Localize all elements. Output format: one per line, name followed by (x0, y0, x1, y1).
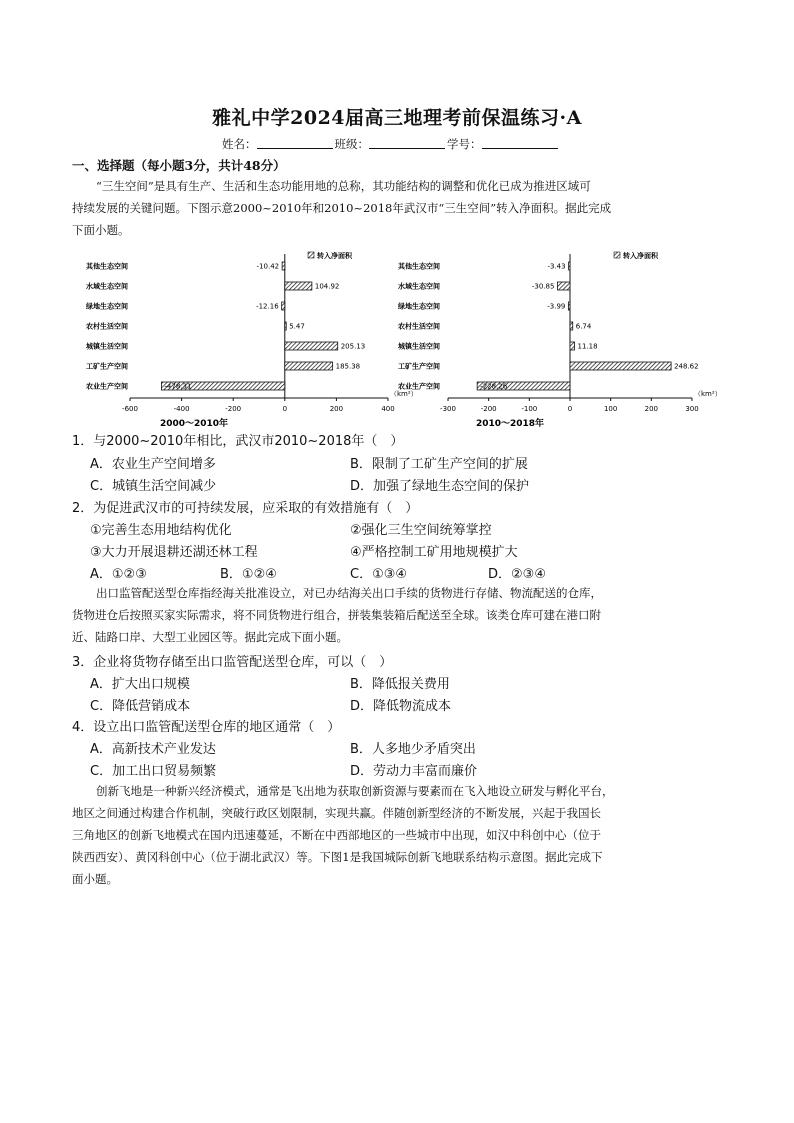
passage-line: 持续发展的关键问题。下图示意2000~2010年和2010~2018年武汉市“三生空间”转入净面积。据此完成 (72, 201, 612, 215)
category-label: 农业生产空间 (398, 382, 440, 391)
chart-2000-2010 (76, 248, 418, 432)
q4-option-a[interactable]: A．高新技术产业发达 (90, 742, 216, 757)
axis-unit: （km²） (390, 390, 418, 398)
bar-value-label: -3.43 (547, 262, 566, 271)
question-2-stem: 2．为促进武汉市的可持续发展，应采取的有效措施有（ ） (72, 501, 419, 516)
x-tick-label: 200 (329, 405, 344, 413)
q4-option-c[interactable]: C．加工出口贸易频繁 (90, 764, 217, 779)
q2-option-c[interactable]: C．①③④ (350, 567, 408, 582)
chart-2000-2010-svg (76, 248, 418, 429)
bar-value-label: 6.74 (575, 322, 592, 331)
q1-option-a[interactable]: A．农业生产空间增多 (90, 457, 216, 472)
bar-value-label: 248.62 (674, 362, 699, 371)
category-label: 城镇生活空间 (86, 342, 128, 351)
category-label: 农村生活空间 (86, 322, 128, 331)
q1-option-d[interactable]: D．加强了绿地生态空间的保护 (350, 479, 530, 494)
passage-line: 面小题。 (72, 872, 118, 886)
x-tick-label: 300 (685, 405, 699, 413)
category-label: 水域生态空间 (86, 282, 128, 291)
chart-2010-2018-svg (392, 248, 732, 428)
category-label: 农村生活空间 (398, 322, 440, 331)
q1-option-b[interactable]: B．限制了工矿生产空间的扩展 (350, 457, 528, 472)
x-tick-label: 100 (603, 405, 618, 413)
q2-statement-3: ③大力开展退耕还湖还林工程 (90, 545, 258, 560)
id-blank[interactable] (482, 138, 558, 149)
name-label: 姓名： (222, 137, 257, 151)
passage-line: 下面小题。 (72, 223, 130, 237)
q2-option-d[interactable]: D．②③④ (488, 567, 546, 582)
passage-line: “三生空间”是具有生产、生活和生态功能用地的总称，其功能结构的调整和优化已成为推进区域可 (96, 179, 591, 193)
bar-value-label: 104.92 (314, 282, 340, 291)
bar-value-label: -12.16 (256, 302, 279, 311)
x-tick-label: 0 (567, 405, 573, 413)
bar-value-label: -478.31 (164, 382, 192, 391)
axis-unit: （km²） (694, 390, 722, 398)
x-tick-label: -200 (225, 405, 242, 413)
x-tick-label: -200 (480, 405, 497, 413)
bar-value-label: -228.26 (480, 382, 508, 391)
passage-line: 三角地区的创新飞地模式在国内迅速蔓延，不断在中西部地区的一些城市中出现，如汉中科创中心（位于 (72, 828, 601, 842)
bar-value-label: -10.42 (256, 262, 280, 271)
q4-option-d[interactable]: D．劳动力丰富而廉价 (350, 764, 478, 779)
x-tick-label: 200 (644, 405, 659, 413)
category-label: 其他生态空间 (398, 262, 440, 271)
q2-option-a[interactable]: A．①②③ (90, 567, 147, 582)
legend-label: 转入净面积 (623, 252, 658, 260)
x-tick-label: -400 (173, 405, 190, 413)
bar-value-label: 11.18 (577, 342, 598, 351)
class-label: 班级： (334, 137, 369, 151)
bar-value-label: -3.99 (547, 302, 566, 311)
student-info-line (222, 136, 560, 152)
passage-line: 陕西西安）、黄冈科创中心（位于湖北武汉）等。下图1是我国城际创新飞地联系结构示意图。据此完成下 (72, 850, 603, 864)
legend-swatch (308, 252, 314, 258)
category-label: 水域生态空间 (398, 282, 440, 291)
bar (285, 322, 286, 330)
category-label: 其他生态空间 (86, 262, 128, 271)
name-blank[interactable] (257, 138, 333, 149)
x-tick-label: -600 (122, 405, 138, 413)
passage-three-spaces (72, 175, 724, 241)
passage-line: 创新飞地是一种新兴经济模式，通常是飞出地为获取创新资源与要素而在飞入地设立研发与孵化平台， (96, 784, 614, 798)
legend-label: 转入净面积 (317, 252, 352, 260)
id-label: 学号： (447, 137, 482, 151)
legend-swatch (614, 252, 620, 258)
category-label: 工矿生产空间 (398, 362, 440, 371)
bar (568, 302, 570, 310)
bar (570, 342, 575, 350)
q2-option-b[interactable]: B．①②④ (220, 567, 277, 582)
bar (285, 362, 333, 370)
section-heading: 一、选择题（每小题3分，共计48分） (72, 158, 286, 173)
passage-line: 近、陆路口岸、大型工业园区等。据此完成下面小题。 (72, 630, 348, 644)
bar (570, 322, 573, 330)
x-tick-label: -100 (521, 405, 538, 413)
bar (285, 282, 312, 290)
q3-option-d[interactable]: D．降低物流成本 (350, 699, 452, 714)
category-label: 绿地生态空间 (86, 302, 128, 311)
x-tick-label: 0 (282, 405, 288, 413)
q4-option-b[interactable]: B．人多地少矛盾突出 (350, 742, 476, 757)
bar-value-label: 5.47 (289, 322, 305, 331)
bar (570, 362, 671, 370)
x-tick-label: -300 (440, 405, 456, 413)
chart-2010-2018 (392, 248, 732, 432)
category-label: 工矿生产空间 (86, 362, 128, 371)
passage-line: 地区之间通过构建合作机制，突破行政区划限制，实现共赢。伴随创新型经济的不断发展，兴起于我国长 (72, 806, 601, 820)
q2-statement-4: ④严格控制工矿用地规模扩大 (350, 545, 518, 560)
bar (557, 282, 570, 290)
q1-option-c[interactable]: C．城镇生活空间减少 (90, 479, 217, 494)
question-1-stem: 1．与2000~2010年相比，武汉市2010~2018年（ ） (72, 434, 404, 449)
passage-innovation-enclave (72, 780, 724, 890)
class-blank[interactable] (369, 138, 445, 149)
q2-statement-1: ①完善生态用地结构优化 (90, 523, 232, 538)
bar (282, 262, 285, 270)
question-4-stem: 4．设立出口监管配送型仓库的地区通常（ ） (72, 720, 341, 735)
bar-value-label: -30.85 (531, 282, 555, 291)
chart-title: 2000～2010年 (159, 419, 229, 429)
x-tick-label: 400 (381, 405, 395, 413)
passage-warehouse (72, 582, 724, 648)
q3-option-b[interactable]: B．降低报关费用 (350, 677, 450, 692)
question-3-stem: 3．企业将货物存储至出口监管配送型仓库，可以（ ） (72, 655, 393, 670)
q3-option-c[interactable]: C．降低营销成本 (90, 699, 191, 714)
category-label: 城镇生活空间 (398, 342, 440, 351)
passage-line: 出口监管配送型仓库指经海关批准设立，对已办结海关出口手续的货物进行存储、物流配送的仓库， (96, 586, 602, 600)
q2-statement-2: ②强化三生空间统筹掌控 (350, 523, 492, 538)
page-title: 雅礼中学2024届高三地理考前保温练习·A (212, 107, 582, 129)
chart-title: 2010～2018年 (475, 419, 545, 429)
bar-value-label: 185.38 (335, 362, 361, 371)
category-label: 农业生产空间 (86, 382, 128, 391)
passage-line: 货物进仓后按照买家实际需求，将不同货物进行组合，拼装集装箱后配送至全球。该类仓库可建在港口附 (72, 608, 601, 622)
bar-value-label: 205.13 (340, 342, 366, 351)
bar (285, 342, 338, 350)
category-label: 绿地生态空间 (398, 302, 440, 311)
bar (282, 302, 285, 310)
q3-option-a[interactable]: A．扩大出口规模 (90, 677, 190, 692)
bar (569, 262, 570, 270)
